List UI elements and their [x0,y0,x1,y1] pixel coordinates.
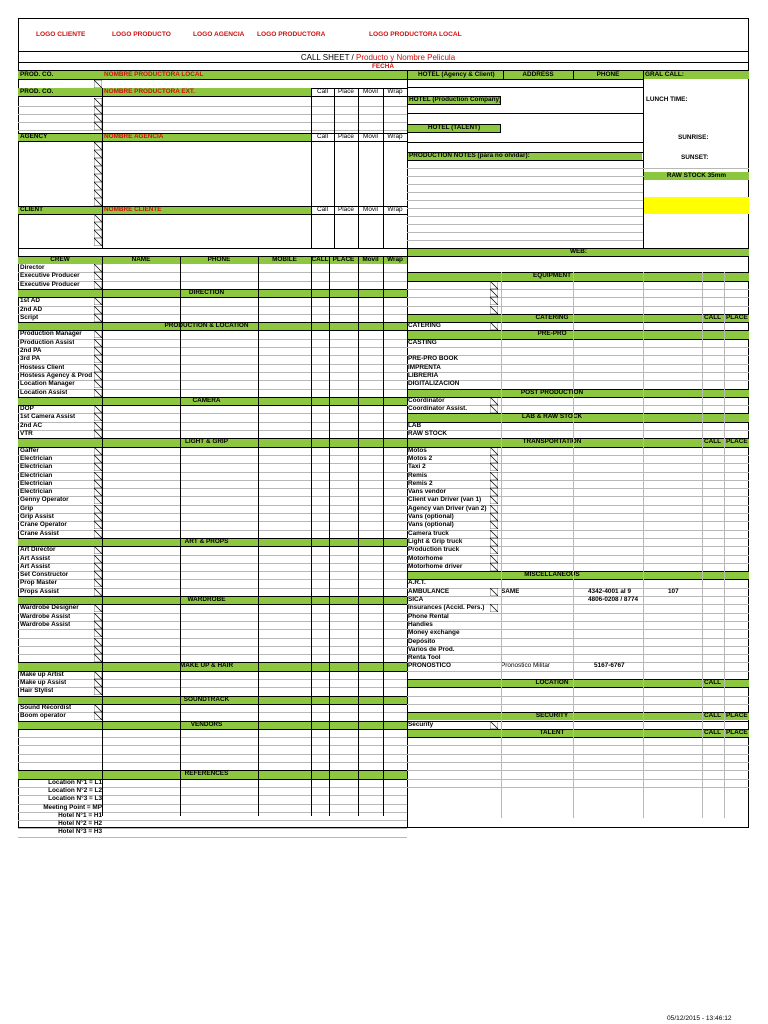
right-section-label: TALENT [539,728,565,736]
crew-role: Genny Operator [20,496,69,504]
diagonal-mark-icon [94,588,102,596]
diagonal-mark-icon [94,463,102,471]
diagonal-mark-icon [490,289,498,297]
diagonal-mark-icon [94,530,102,538]
diagonal-mark-icon [94,604,102,612]
crew-role: Props Assist [20,587,59,595]
right-row-label: Vans (optional) [408,513,454,520]
crew-role: 2nd PA [20,347,42,354]
right-row-label: Client van Driver (van 1) [408,496,482,504]
diagonal-mark-icon [94,238,102,246]
crew-role: 1st AD [20,297,41,305]
right-row-label: LAB [408,421,422,429]
sica-phone: 4806-0208 / 8774 [588,596,639,603]
right-section-label: LAB & RAW STOCK [521,413,583,421]
right-section-label: MISCELLANEOUS [524,571,580,579]
ambulance-phone: 4342-4001 al 9 [588,587,631,595]
crew-role: Art Assist [20,554,50,562]
diagonal-mark-icon [94,621,102,629]
diagonal-mark-icon [94,472,102,480]
col-place: PLACE [726,728,748,736]
diagonal-mark-icon [94,339,102,347]
right-section-label: EQUIPMENT [533,272,571,280]
footer-timestamp: 05/12/2015 - 13:46:12 [667,1015,732,1022]
sunrise-label: SUNRISE: [678,134,709,141]
crew-role: Gaffer [20,446,39,454]
right-row-label: RAW STOCK [408,430,447,437]
diagonal-mark-icon [94,182,102,190]
diagonal-mark-icon [94,654,102,662]
col-call: CALL [704,438,722,446]
hotel-agency-label: HOTEL (Agency & Client) [418,71,495,78]
col-movil: Movil [363,206,378,213]
crew-col-phone: PHONE [207,256,231,263]
col-wrap: Wrap [387,206,403,213]
crew-role: Sound Recordist [20,703,72,711]
diagonal-mark-icon [490,521,498,529]
diagonal-mark-icon [490,472,498,480]
crew-role: Electrician [20,454,53,462]
logo-agencia: LOGO AGENCIA [193,31,245,38]
right-section-label: POST PRODUCTION [520,388,584,396]
agency-value: NOMBRE AGENCIA [104,133,164,140]
title-project: Producto y Nombre Pelicula [356,53,456,62]
col-wrap: Wrap [387,133,403,140]
diagonal-mark-icon [94,555,102,563]
right-row-label: Production truck [408,546,460,554]
crew-col-mobile: MOBILE [272,256,297,263]
pronostico-name: Pronostico Militar [501,662,551,670]
diagonal-mark-icon [490,405,498,413]
right-row-label: Motorhome [408,554,443,562]
crew-role: 2nd AD [20,305,43,313]
right-row-label: AMBULANCE [408,587,450,595]
diagonal-mark-icon [94,413,102,421]
col-place: Place [338,88,354,95]
right-section-label: CATERING [535,313,569,321]
crew-role: Electrician [20,463,53,471]
right-row-label: A.R.T. [408,579,426,587]
crew-role: Crane Assist [20,529,59,537]
right-row-label: IMPRENTA [408,363,441,371]
crew-role: 1st Camera Assist [20,413,76,421]
right-section-label: LOCATION [535,679,569,686]
address-label: ADDRESS [522,71,554,78]
crew-role: Electrician [20,471,53,479]
diagonal-mark-icon [94,671,102,679]
crew-role: Location Assist [20,388,68,396]
section-header-label: REFERENCES [184,770,229,778]
diagonal-mark-icon [490,588,498,596]
diagonal-mark-icon [490,447,498,455]
col-call: Call [316,133,328,140]
section-header-label: MAKE UP & HAIR [179,662,234,670]
diagonal-mark-icon [94,505,102,513]
right-row-label: Taxi 2 [408,463,426,471]
right-row-label: Vans vendor [408,488,447,496]
crew-role: Prop Master [20,579,57,587]
crew-role: Art Director [20,546,56,554]
crew-role: Wardrobe Assist [20,612,71,620]
diagonal-mark-icon [94,372,102,380]
ambulance-short: 107 [668,587,679,595]
right-row-label: Phone Rental [408,612,449,620]
crew-role: Boom operator [20,712,66,720]
crew-role: Make up Assist [20,679,67,686]
diagonal-mark-icon [94,114,102,122]
section-header-label: LIGHT & GRIP [185,438,228,446]
crew-role: Executive Producer [20,280,80,288]
diagonal-mark-icon [94,98,102,106]
diagonal-mark-icon [94,380,102,388]
diagonal-mark-icon [94,364,102,372]
agency-row [18,133,311,141]
right-row-label: Depósito [408,637,436,645]
col-call: CALL [704,728,722,736]
crew-role: Grip Assist [20,513,54,520]
section-header-label: VENDORS [190,720,223,728]
diagonal-mark-icon [94,330,102,338]
diagonal-mark-icon [94,679,102,687]
diagonal-mark-icon [94,355,102,363]
diagonal-mark-icon [94,166,102,174]
crew-role: Production Manager [20,330,82,338]
diagonal-mark-icon [490,513,498,521]
right-section-label: TRANSPORTATION [522,438,582,446]
right-row-label: Remis [408,471,428,479]
crew-role: Production Assist [20,338,75,346]
diagonal-mark-icon [94,687,102,695]
diagonal-mark-icon [94,142,102,150]
right-row-label: CATERING [408,322,441,330]
diagonal-mark-icon [94,447,102,455]
agency-label: AGENCY [20,133,48,140]
prod-co-label-1: PROD. CO. [20,71,54,78]
hotel-prod-label: HOTEL (Production Company) [409,96,502,103]
section-header-label: SOUNDTRACK [183,695,230,703]
diagonal-mark-icon [94,347,102,355]
diagonal-mark-icon [94,314,102,322]
client-value: NOMBRE CLIENTE [104,206,162,213]
crew-role: Director [20,264,45,271]
crew-role: Location N°3 = L3 [48,795,102,803]
call-sheet [18,18,749,836]
prod-co-label-2: PROD. CO. [20,88,54,95]
col-place: PLACE [726,313,748,321]
logo-cliente: LOGO CLIENTE [36,31,86,38]
diagonal-mark-icon [490,538,498,546]
right-row-label: PRONOSTICO [408,662,451,670]
diagonal-mark-icon [94,190,102,198]
diagonal-mark-icon [490,546,498,554]
crew-role: Hostess Client [20,363,65,371]
diagonal-mark-icon [94,174,102,182]
crew-role: Art Assist [20,562,50,570]
crew-role: Electrician [20,479,53,487]
right-row-label: LIBRERIA [408,371,439,379]
crew-role: Meeting Point = MP [43,803,102,811]
col-movil: Movil [363,88,378,95]
crew-col-wrap: Wrap [387,256,403,263]
right-row-label: Light & Grip truck [408,537,463,545]
right-row-label: CASTING [408,338,437,346]
ambulance-name: SAME [501,587,520,595]
col-place: PLACE [726,438,748,446]
section-header-label: PRODUCTION & LOCATION [164,322,249,330]
right-row-label: Renta Tool [408,654,441,662]
right-row-label: Motos 2 [408,454,433,462]
crew-role: 3rd PA [20,355,41,363]
col-place: PLACE [726,712,748,720]
production-notes-label: PRODUCTION NOTES (para no olvidar): [409,152,530,159]
diagonal-mark-icon [94,264,102,272]
crew-role: Location N°1 = L1 [48,778,102,786]
crew-role: Location Manager [20,380,75,388]
diagonal-mark-icon [94,297,102,305]
crew-role: Crane Operator [20,521,67,529]
diagonal-mark-icon [94,488,102,496]
right-row-label: SICA [408,596,424,603]
diagonal-mark-icon [490,505,498,513]
diagonal-mark-icon [490,322,498,330]
col-call: CALL [704,313,722,321]
diagonal-mark-icon [94,455,102,463]
raw-stock-label: RAW STOCK 35mm [666,172,727,179]
logo-producto: LOGO PRODUCTO [112,31,171,38]
crew-role: Wardrobe Assist [20,620,71,628]
col-wrap: Wrap [387,88,403,95]
crew-col-call: CALL [311,256,329,263]
diagonal-mark-icon [490,281,498,289]
diagonal-mark-icon [490,306,498,314]
section-header-label: ART & PROPS [184,537,229,545]
right-row-label: Motos [408,446,427,454]
diagonal-mark-icon [94,712,102,720]
hotel-talent-label: HOTEL (TALENT) [427,124,481,131]
crew-col-place: PLACE [332,256,355,263]
crew-role: Set Constructor [20,571,69,579]
crew-role: Grip [20,504,34,512]
diagonal-mark-icon [490,604,498,612]
section-header-label: WARDROBE [187,596,226,603]
crew-role: Hotel N°3 = H3 [58,828,102,836]
diagonal-mark-icon [94,513,102,521]
crew-role: Electrician [20,488,53,496]
client-label: CLIENT [20,206,44,213]
crew-role: 2nd AC [20,421,43,429]
diagonal-mark-icon [94,122,102,130]
prod-co-row-1 [18,71,407,79]
logo-productora-local: LOGO PRODUCTORA LOCAL [369,31,462,38]
diagonal-mark-icon [94,480,102,488]
diagonal-mark-icon [94,80,102,88]
diagonal-mark-icon [94,704,102,712]
crew-role: Executive Producer [20,272,80,280]
diagonal-mark-icon [490,530,498,538]
diagonal-mark-icon [490,297,498,305]
diagonal-mark-icon [490,721,498,729]
diagonal-mark-icon [94,158,102,166]
section-header-label: CAMERA [192,396,221,404]
diagonal-mark-icon [490,397,498,405]
crew-role: Hair Stylist [20,687,54,695]
gral-call-label: GRAL CALL: [645,71,684,78]
lunch-time-label: LUNCH TIME: [646,96,688,103]
diagonal-mark-icon [94,613,102,621]
crew-col-name: NAME [131,256,151,263]
crew-col-crew: CREW [50,256,70,263]
right-row-label: DIGITALIZACION [408,380,460,388]
diagonal-mark-icon [94,106,102,114]
web-label: WEB: [570,248,588,255]
diagonal-mark-icon [490,463,498,471]
logo-productora: LOGO PRODUCTORA [257,31,326,38]
right-row-label: Security [408,720,434,728]
right-row-label: Coordinator [408,396,445,404]
right-section-label: SECURITY [535,712,569,720]
diagonal-mark-icon [94,230,102,238]
col-place: Place [338,133,354,140]
diagonal-mark-icon [94,214,102,222]
col-call: CALL [704,712,722,720]
right-row-label: Remis 2 [408,479,433,487]
diagonal-mark-icon [94,629,102,637]
client-row [18,206,311,214]
right-row-label: Varios de Prod. [408,645,455,653]
diagonal-mark-icon [94,521,102,529]
title-date: FECHA [371,63,394,70]
diagonal-mark-icon [94,430,102,438]
diagonal-mark-icon [490,496,498,504]
diagonal-mark-icon [94,579,102,587]
diagonal-mark-icon [94,281,102,289]
phone-label: PHONE [596,71,620,78]
crew-role: Hotel N°1 = H1 [58,811,102,819]
crew-role: DOP [20,405,34,413]
prod-co-value-1: NOMBRE PRODUCTORA LOCAL [104,71,204,78]
diagonal-mark-icon [94,422,102,430]
right-row-label: Handies [408,620,433,628]
diagonal-mark-icon [490,563,498,571]
pronostico-phone: 5167-6767 [594,662,625,670]
right-section-label: PRE-PRO [537,330,567,338]
diagonal-mark-icon [94,222,102,230]
diagonal-mark-icon [490,455,498,463]
right-row-label: Insurances (Accid. Pers.) [408,604,485,612]
diagonal-mark-icon [490,480,498,488]
diagonal-mark-icon [94,306,102,314]
crew-role: Make up Artist [20,670,64,678]
diagonal-mark-icon [94,272,102,280]
crew-col-movil: Movil [362,256,379,263]
col-call: Call [316,88,328,95]
section-header-label: DIRECTION [188,288,225,296]
diagonal-mark-icon [94,405,102,413]
col-place: Place [338,206,354,213]
right-row-label: Money exchange [408,629,460,637]
diagonal-mark-icon [94,638,102,646]
crew-role: VTR [20,430,33,437]
crew-role: Wardrobe Designer [20,604,79,612]
diagonal-mark-icon [94,571,102,579]
crew-role: Hotel N°2 = H2 [58,820,102,828]
crew-role: Location N°2 = L2 [48,786,102,794]
diagonal-mark-icon [94,150,102,158]
right-row-label: PRE-PRO BOOK [408,355,459,363]
diagonal-mark-icon [94,646,102,654]
right-row-label: Coordinator Assist. [408,405,468,413]
sunset-label: SUNSET: [681,154,709,161]
prod-co-value-2: NOMBRE PRODUCTORA EXT. [104,88,195,95]
diagonal-mark-icon [94,563,102,571]
raw-stock-highlight [644,197,749,214]
col-movil: Movil [363,133,378,140]
diagonal-mark-icon [94,198,102,206]
right-row-label: Camera truck [408,529,449,537]
diagonal-mark-icon [94,546,102,554]
diagonal-mark-icon [490,488,498,496]
right-row-label: Vans (optional) [408,521,454,529]
right-row-label: Agency van Driver (van 2) [408,504,487,512]
crew-role: Script [20,313,39,321]
col-call: CALL [704,679,722,686]
title-prefix: CALL SHEET / [300,53,354,62]
right-row-label: Motorhome driver [408,562,463,570]
crew-role: Hostess Agency & Prod [20,371,93,379]
diagonal-mark-icon [94,496,102,504]
col-call: Call [316,206,328,213]
diagonal-mark-icon [490,555,498,563]
diagonal-mark-icon [94,389,102,397]
